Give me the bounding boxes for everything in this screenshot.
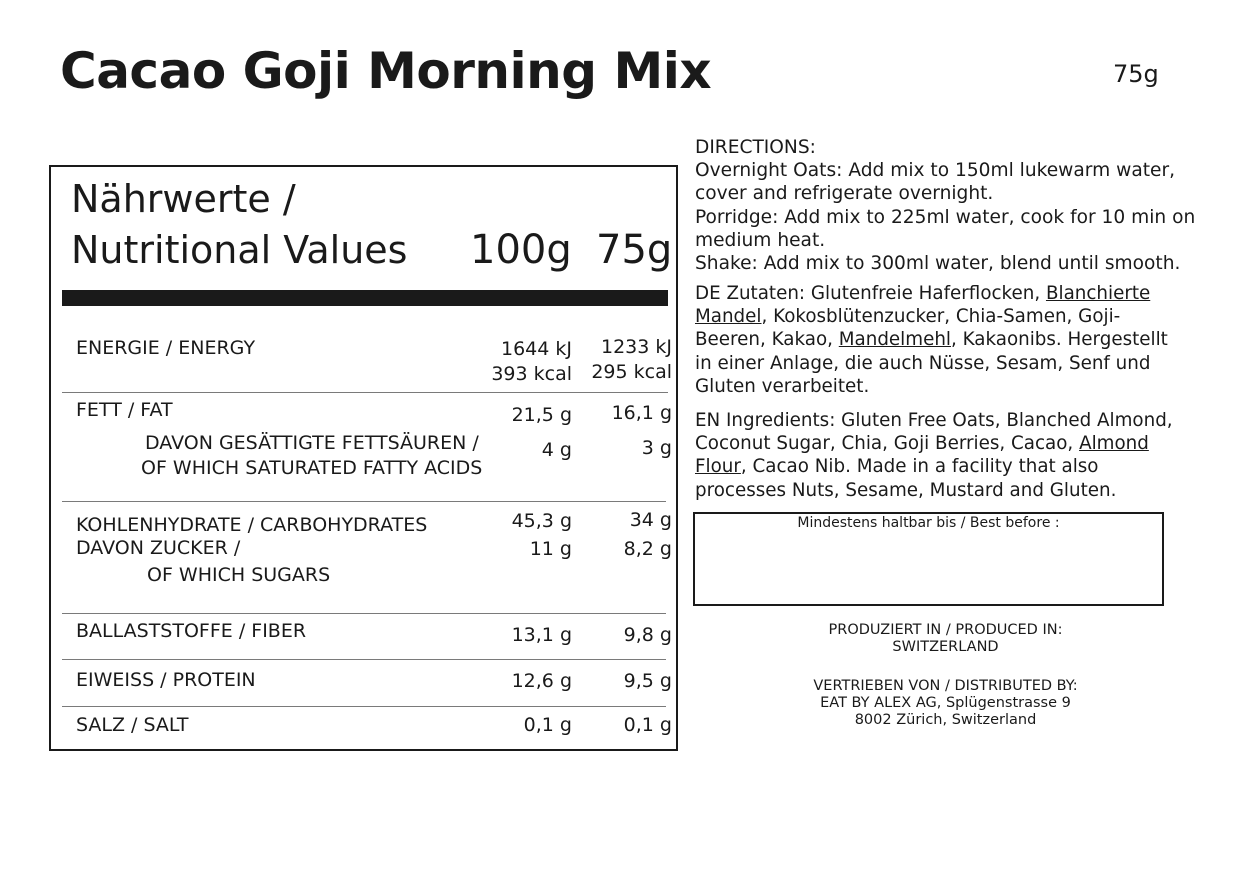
ingredients-line: processes Nuts, Sesame, Mustard and Gluten. [695,479,1117,501]
ingredients-line [695,328,1210,351]
row-label-protein: EIWEISS / PROTEIN [76,669,256,691]
ingredients-en [695,409,1210,502]
energy-75g-kcal: 295 kcal [591,361,672,383]
row-label-saturated-fat-en: OF WHICH SATURATED FATTY ACIDS [141,457,483,479]
ingredients-line: Gluten verarbeitet. [695,375,870,397]
energy-100g-kj: 1644 kJ [501,338,572,360]
ingredients-de [695,282,1210,398]
nutrition-heading-de: Nährwerte / [71,177,296,221]
allergen-highlight: Flour [695,456,741,478]
allergen-highlight: Blanchierte [1045,283,1151,304]
distributor [693,678,1198,729]
ingredients-text: , Cacao Nib. Made in a facility that also [740,456,1099,478]
allergen-highlight: Mandelmehl [838,329,951,351]
ingredients-text: DE Zutaten: Glutenfreie Haferflocken, [695,283,1046,304]
row-label-salt: SALZ / SALT [76,714,189,736]
allergen-highlight: Mandel [695,306,762,328]
fat-75g: 16,1 g [611,402,672,424]
distributor-label: VERTRIEBEN VON / DISTRIBUTED BY: [813,678,1078,694]
saturated-fat-100g: 4 g [541,439,572,461]
directions-line: medium heat. [695,229,826,251]
fiber-100g: 13,1 g [511,624,572,646]
protein-75g: 9,5 g [623,670,672,692]
energy-100g-kcal: 393 kcal [491,363,572,385]
directions-heading: DIRECTIONS: [695,137,816,158]
row-label-saturated-fat-de: DAVON GESÄTTIGTE FETTSÄUREN / [145,432,479,454]
ingredients-text: , Kakaonibs. Hergestellt [950,329,1168,351]
produced-in-country: SWITZERLAND [892,639,999,655]
ingredients-line [695,432,1210,455]
allergen-highlight: Almond [1079,433,1149,455]
sugars-100g: 11 g [529,538,572,560]
ingredients-line [695,455,1210,478]
row-label-fat: FETT / FAT [76,399,173,421]
ingredients-text: Coconut Sugar, Chia, Goji Berries, Cacao, [695,433,1080,455]
column-header-portion: 75g [596,227,673,273]
row-label-sugars-de: DAVON ZUCKER / [76,537,241,559]
saturated-fat-75g: 3 g [641,437,672,459]
fiber-75g: 9,8 g [623,624,672,646]
row-divider [62,613,666,614]
best-before-label: Mindestens haltbar bis / Best before : [797,515,1060,531]
row-divider [62,392,668,393]
fat-100g: 21,5 g [511,404,572,426]
row-divider [62,501,666,502]
directions-line: Porridge: Add mix to 225ml water, cook for 10 min on [695,206,1196,228]
carbohydrates-100g: 45,3 g [511,510,572,532]
column-header-100g: 100g [470,227,572,273]
ingredients-line: in einer Anlage, die auch Nüsse, Sesam, Senf und [695,352,1151,374]
ingredients-text: , Kokosblütenzucker, Chia-Samen, Goji- [761,306,1121,328]
net-weight: 75g [1113,60,1159,88]
ingredients-line [695,282,1210,305]
distributor-address: 8002 Zürich, Switzerland [854,712,1037,728]
row-divider [62,659,666,660]
nutrition-heading-en: Nutritional Values [71,228,408,272]
salt-75g: 0,1 g [623,714,672,736]
energy-75g-kj: 1233 kJ [601,336,672,358]
ingredients-text: Beeren, Kakao, [695,329,839,351]
row-label-sugars-en: OF WHICH SUGARS [147,564,331,586]
nutrition-heading [71,174,407,276]
produced-in-label: PRODUZIERT IN / PRODUCED IN: [828,622,1063,638]
directions-line: Shake: Add mix to 300ml water, blend until smooth. [695,253,1181,275]
ingredients-line: EN Ingredients: Gluten Free Oats, Blanched Almond, [695,410,1173,431]
directions-line: Overnight Oats: Add mix to 150ml lukewarm water, [695,160,1175,182]
ingredients-line [695,305,1210,328]
row-label-energy: ENERGIE / ENERGY [76,337,256,359]
product-title: Cacao Goji Morning Mix [60,42,712,100]
protein-100g: 12,6 g [511,670,572,692]
carbohydrates-75g: 34 g [629,509,672,531]
table-header-bar [62,290,668,306]
sugars-75g: 8,2 g [623,538,672,560]
produced-in [693,622,1198,656]
row-label-carbohydrates: KOHLENHYDRATE / CARBOHYDRATES [76,514,428,536]
directions [695,136,1210,275]
directions-line: cover and refrigerate overnight. [695,183,994,205]
row-label-fiber: BALLASTSTOFFE / FIBER [76,620,307,642]
distributor-name: EAT BY ALEX AG, Splügenstrasse 9 [820,695,1071,711]
salt-100g: 0,1 g [523,714,572,736]
row-divider [62,706,666,707]
